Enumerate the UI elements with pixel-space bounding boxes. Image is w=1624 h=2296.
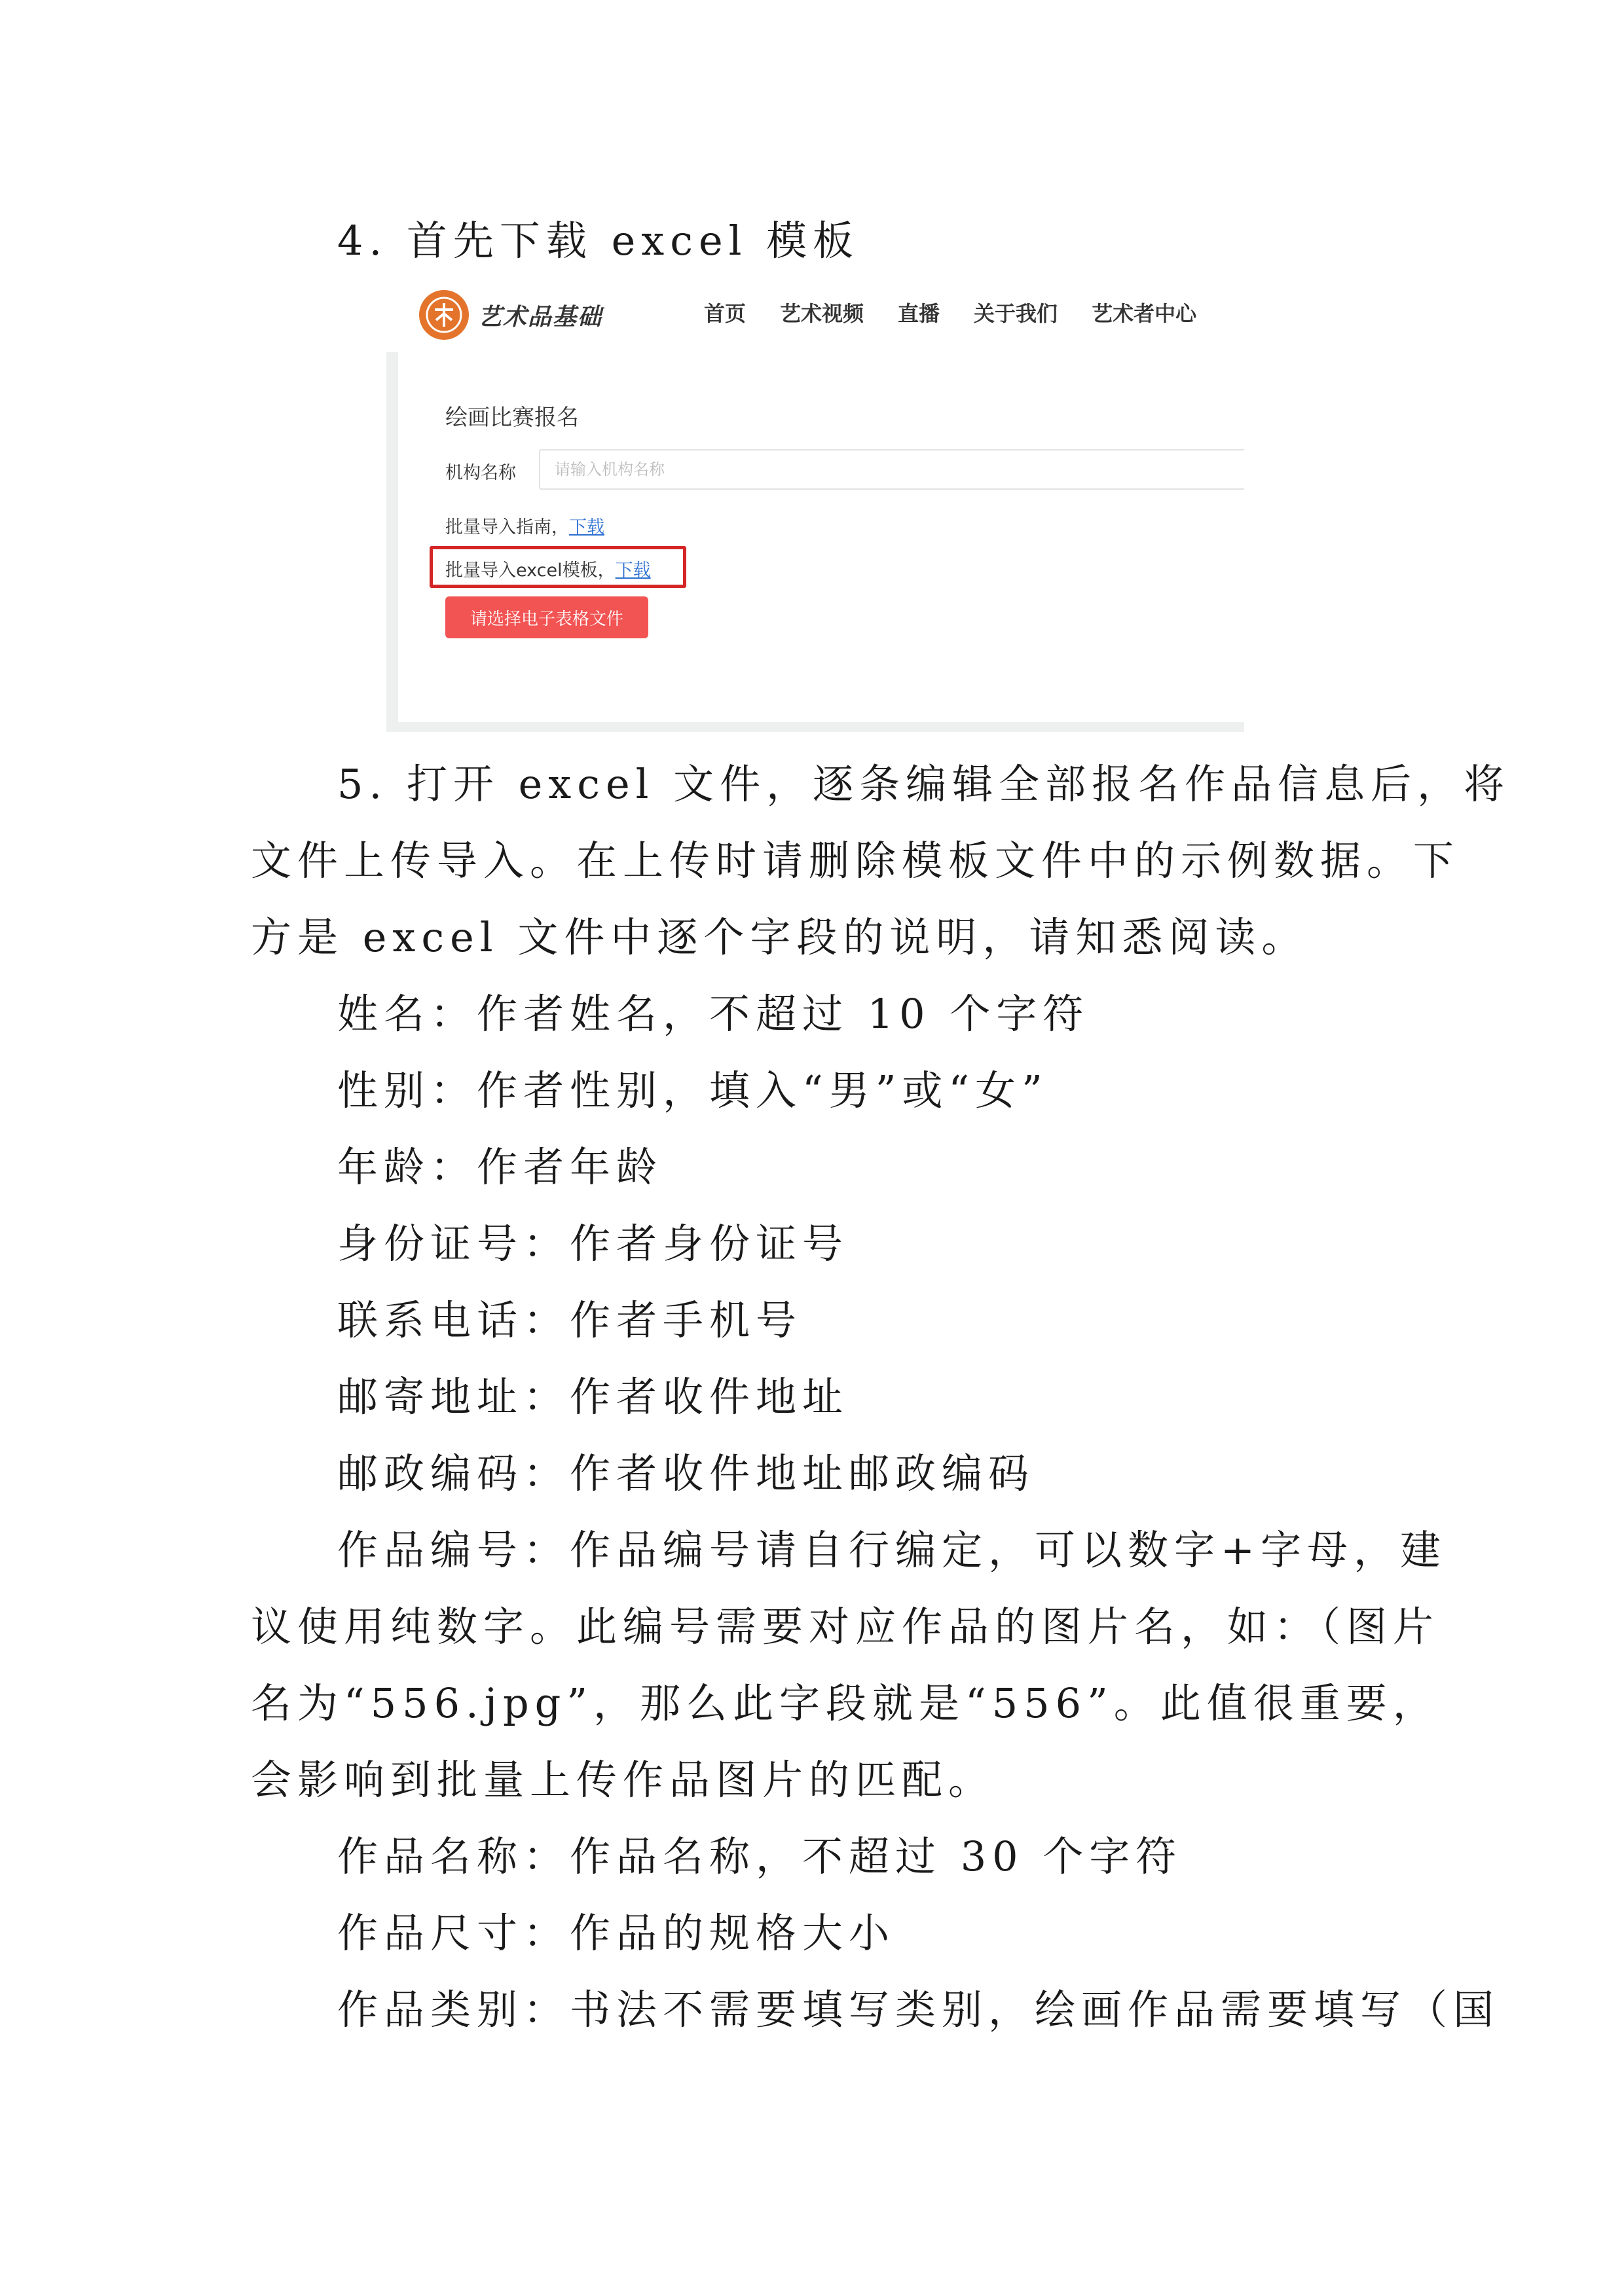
template-row bbox=[445, 556, 651, 581]
field-postcode: 邮政编码：作者收件地址邮政编码 bbox=[337, 1449, 1035, 1497]
nav-about[interactable]: 关于我们 bbox=[974, 301, 1058, 326]
work-number-line-4: 会影响到批量上传作品图片的匹配。 bbox=[251, 1756, 995, 1804]
work-number-line-3: 名为“556.jpg”，那么此字段就是“556”。此值很重要， bbox=[251, 1679, 1439, 1727]
import-guide-label: 批量导入指南， bbox=[445, 517, 569, 538]
field-work-size: 作品尺寸：作品的规格大小 bbox=[337, 1909, 896, 1957]
import-guide-download-link[interactable]: 下载 bbox=[569, 517, 604, 538]
embedded-screenshot bbox=[386, 274, 1244, 732]
template-label: 批量导入excel模板， bbox=[445, 560, 616, 581]
site-navbar bbox=[386, 274, 1244, 349]
field-id-number: 身份证号：作者身份证号 bbox=[337, 1220, 849, 1267]
select-spreadsheet-button[interactable]: 请选择电子表格文件 bbox=[445, 596, 648, 638]
field-work-title: 作品名称：作品名称，不超过 30 个字符 bbox=[337, 1832, 1183, 1880]
para5-line-3: 方是 excel 文件中逐个字段的说明，请知悉阅读。 bbox=[251, 913, 1308, 961]
field-age: 年龄：作者年龄 bbox=[337, 1143, 663, 1191]
org-name-label: 机构名称 bbox=[445, 463, 516, 483]
template-download-link[interactable]: 下载 bbox=[615, 560, 651, 581]
form-title: 绘画比赛报名 bbox=[445, 405, 579, 431]
form-panel bbox=[386, 352, 1244, 732]
field-phone: 联系电话：作者手机号 bbox=[337, 1296, 803, 1344]
nav-art-video[interactable]: 艺术视频 bbox=[780, 301, 864, 326]
org-name-input[interactable]: 请输入机构名称 bbox=[539, 449, 1244, 490]
field-name: 姓名：作者姓名，不超过 10 个字符 bbox=[337, 990, 1090, 1038]
step-4-heading: 4. 首先下载 excel 模板 bbox=[337, 217, 860, 264]
nav-home[interactable]: 首页 bbox=[704, 301, 747, 326]
para5-line-2: 文件上传导入。在上传时请删除模板文件中的示例数据。下 bbox=[251, 837, 1460, 884]
para5-line-1: 5. 打开 excel 文件，逐条编辑全部报名作品信息后，将 bbox=[337, 760, 1511, 808]
field-work-category: 作品类别：书法不需要填写类别，绘画作品需要填写（国 bbox=[337, 1986, 1500, 2033]
work-number-line-2: 议使用纯数字。此编号需要对应作品的图片名，如：（图片 bbox=[251, 1603, 1440, 1650]
import-guide-row bbox=[445, 513, 604, 538]
nav-artist-center[interactable]: 艺术者中心 bbox=[1092, 301, 1197, 326]
form-card bbox=[398, 352, 1244, 722]
work-number-line-1: 作品编号：作品编号请自行编定，可以数字+字母，建 bbox=[337, 1526, 1447, 1574]
field-gender: 性别：作者性别，填入“男”或“女” bbox=[337, 1066, 1048, 1114]
site-logo-text[interactable]: 艺术品基础 bbox=[478, 303, 603, 331]
site-nav bbox=[704, 297, 1230, 327]
field-address: 邮寄地址：作者收件地址 bbox=[337, 1373, 849, 1421]
site-logo-icon[interactable] bbox=[419, 290, 469, 340]
nav-live[interactable]: 直播 bbox=[898, 301, 940, 326]
